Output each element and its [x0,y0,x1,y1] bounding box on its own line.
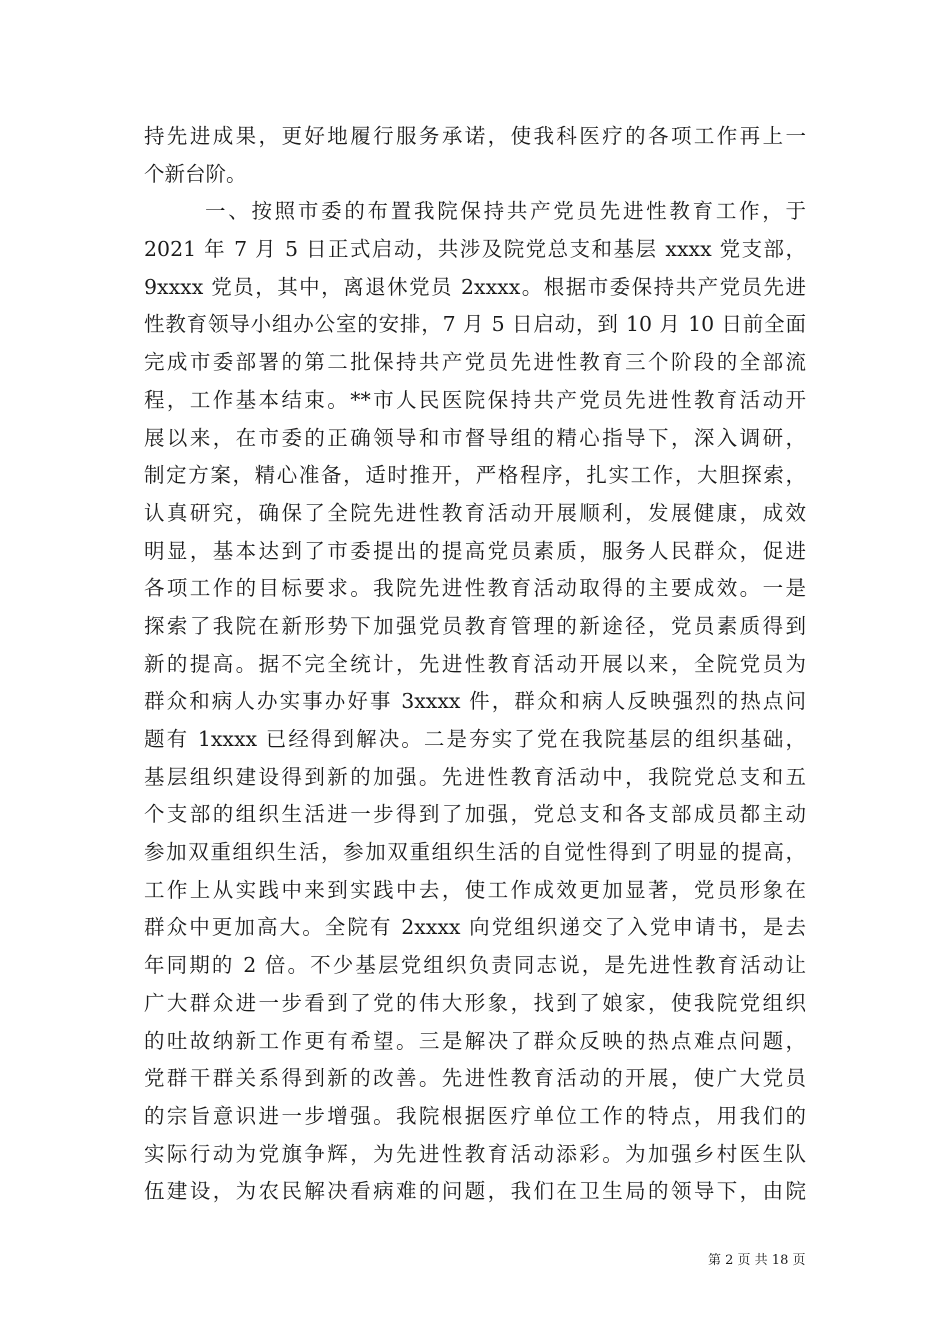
text-line: 参加双重组织生活，参加双重组织生活的自觉性得到了明显的提高， [144,840,806,865]
document-body [144,118,806,1211]
text-line: 群众和病人办实事办好事 3xxxx 件，群众和病人反映强烈的热点问 [144,689,806,714]
text-line: 的吐故纳新工作更有希望。三是解决了群众反映的热点难点问题， [144,1028,806,1053]
text-line: 工作上从实践中来到实践中去，使工作成效更加显著，党员形象在 [144,877,806,902]
text-line: 各项工作的目标要求。我院先进性教育活动取得的主要成效。一是 [144,576,806,601]
text-line: 群众中更加高大。全院有 2xxxx 向党组织递交了入党申请书，是去 [144,915,806,940]
text-line: 个支部的组织生活进一步得到了加强，党总支和各支部成员都主动 [144,802,806,827]
text-line: 的宗旨意识进一步增强。我院根据医疗单位工作的特点，用我们的 [144,1103,806,1128]
text-line: 性教育领导小组办公室的安排，7 月 5 日启动，到 10 月 10 日前全面 [144,312,806,337]
text-line: 实际行动为党旗争辉，为先进性教育活动添彩。为加强乡村医生队 [144,1141,806,1166]
text-line: 个新台阶。 [144,161,247,186]
text-line: 2021 年 7 月 5 日正式启动，共涉及院党总支和基层 xxxx 党支部， [144,237,806,262]
text-line: 题有 1xxxx 已经得到解决。二是夯实了党在我院基层的组织基础， [144,727,806,751]
text-line: 持先进成果，更好地履行服务承诺，使我科医疗的各项工作再上一 [144,124,806,148]
text-line: 明显，基本达到了市委提出的提高党员素质，服务人民群众，促进 [144,538,806,563]
text-line: 伍建设，为农民解决看病难的问题，我们在卫生局的领导下，由院 [144,1179,806,1204]
text-line: 探索了我院在新形势下加强党员教育管理的新途径，党员素质得到 [144,613,806,638]
text-line: 完成市委部署的第二批保持共产党员先进性教育三个阶段的全部流 [144,350,806,375]
text-line: 新的提高。据不完全统计，先进性教育活动开展以来，全院党员为 [144,651,806,676]
text-line: 认真研究，确保了全院先进性教育活动开展顺利，发展健康，成效 [144,500,806,525]
text-line: 程，工作基本结束。**市人民医院保持共产党员先进性教育活动开 [144,387,806,412]
text-line: 9xxxx 党员，其中，离退休党员 2xxxx。根据市委保持共产党员先进 [144,274,806,299]
text-line: 展以来，在市委的正确领导和市督导组的精心指导下，深入调研， [144,425,806,450]
text-line: 一、按照市委的布置我院保持共产党员先进性教育工作，于 [205,199,806,224]
text-line: 基层组织建设得到新的加强。先进性教育活动中，我院党总支和五 [144,764,806,789]
text-line: 年同期的 2 倍。不少基层党组织负责同志说，是先进性教育活动让 [144,953,806,978]
text-line: 党群干群关系得到新的改善。先进性教育活动的开展，使广大党员 [144,1066,806,1091]
page-number-footer: 第 2 页 共 18 页 [708,1253,806,1268]
text-line: 广大群众进一步看到了党的伟大形象，找到了娘家，使我院党组织 [144,990,806,1015]
text-line: 制定方案，精心准备，适时推开，严格程序，扎实工作，大胆探索， [144,463,806,488]
